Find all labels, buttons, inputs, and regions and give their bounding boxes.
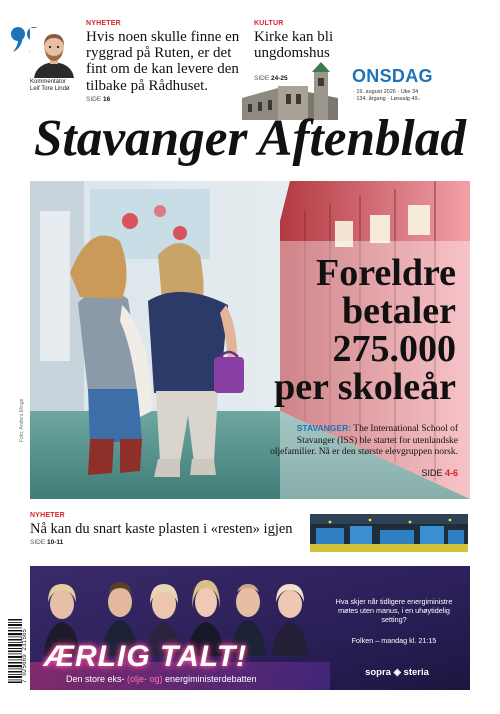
lead-text: The International School of Stavanger (ISS) ble startet for utenlandske oljefamilier. Nå er den største elevgruppen norsk. xyxy=(270,424,458,457)
recycling-plant-image xyxy=(310,514,468,552)
issue-date: · 19. august 2026 · Uke 34 xyxy=(353,89,419,95)
masthead-text: Stavanger Aftenblad xyxy=(34,110,467,167)
page-prefix: SIDE xyxy=(421,468,445,478)
headline-line: 275.000 xyxy=(332,328,456,370)
main-headline[interactable] xyxy=(240,254,456,406)
kommentator-name: Leif Tore Lindø xyxy=(30,86,70,92)
teaser-kicker: KULTUR xyxy=(254,20,284,27)
page-prefix: SIDE xyxy=(254,75,270,83)
teaser-nyheter[interactable] xyxy=(86,20,248,103)
page-number: 10-11 xyxy=(46,539,64,546)
teaser-title[interactable]: Nå kan du snart kaste plasten i «resten» igjen xyxy=(30,521,293,537)
kommentator-portrait xyxy=(30,28,78,78)
sopra-steria-logo: sopra ◈ steria xyxy=(365,667,429,678)
ad-question: Hva skjer når tidligere energiministre møtes uten manus, i en uhøytidelig setting? xyxy=(335,597,453,624)
teaser-kicker: NYHETER xyxy=(86,20,121,27)
teaser-plast[interactable] xyxy=(30,512,312,546)
ad-subtitle-pre: Den store eks- xyxy=(66,674,128,684)
ad-subtitle-post: energiministerdebatten xyxy=(162,674,257,684)
page-number: 24-25 xyxy=(270,75,288,83)
main-page-ref xyxy=(370,468,458,478)
teaser-title[interactable]: Hvis noen skulle finne en ryggrad på Ruten, er det fint om de kan levere den tilbake på Rådhuset. xyxy=(86,29,240,94)
ad-schedule: Folken – mandag kl. 21:15 xyxy=(351,636,437,645)
ad-title: ÆRLIG TALT! xyxy=(44,640,248,673)
teaser-title[interactable]: Kirke kan bli ungdomshus xyxy=(254,29,334,62)
barcode-digits: 7 025669 231565 xyxy=(21,628,28,683)
headline-line: betaler xyxy=(342,290,456,332)
main-lead xyxy=(262,423,458,459)
kommentator-role: Kommentator xyxy=(30,79,67,85)
lead-place: STAVANGER: xyxy=(296,423,352,433)
headline-line: per skoleår xyxy=(274,366,456,408)
recycling-plant-photo[interactable] xyxy=(310,514,468,552)
headline-line: Foreldre xyxy=(316,252,456,294)
page-prefix: SIDE xyxy=(30,539,46,546)
issue-info xyxy=(353,89,421,103)
teaser-page-ref xyxy=(86,96,248,103)
masthead-logo xyxy=(30,108,470,168)
page-number: 16 xyxy=(102,95,111,103)
page-number: 4-6 xyxy=(444,468,458,478)
teaser-page-ref xyxy=(30,539,312,546)
ad-subtitle xyxy=(66,674,257,684)
issue-volume: · 134. årgang · Løssalg 49,- xyxy=(353,96,421,102)
barcode-icon xyxy=(8,618,22,684)
weekday-label: ONSDAG xyxy=(352,66,433,86)
page-prefix: SIDE xyxy=(86,95,102,103)
ad-subtitle-highlight: (olje- og) xyxy=(127,674,163,684)
kommentator-caption xyxy=(30,79,90,93)
photo-credit: Foto: Anders Minge xyxy=(19,398,25,442)
teaser-kicker: NYHETER xyxy=(30,512,65,519)
